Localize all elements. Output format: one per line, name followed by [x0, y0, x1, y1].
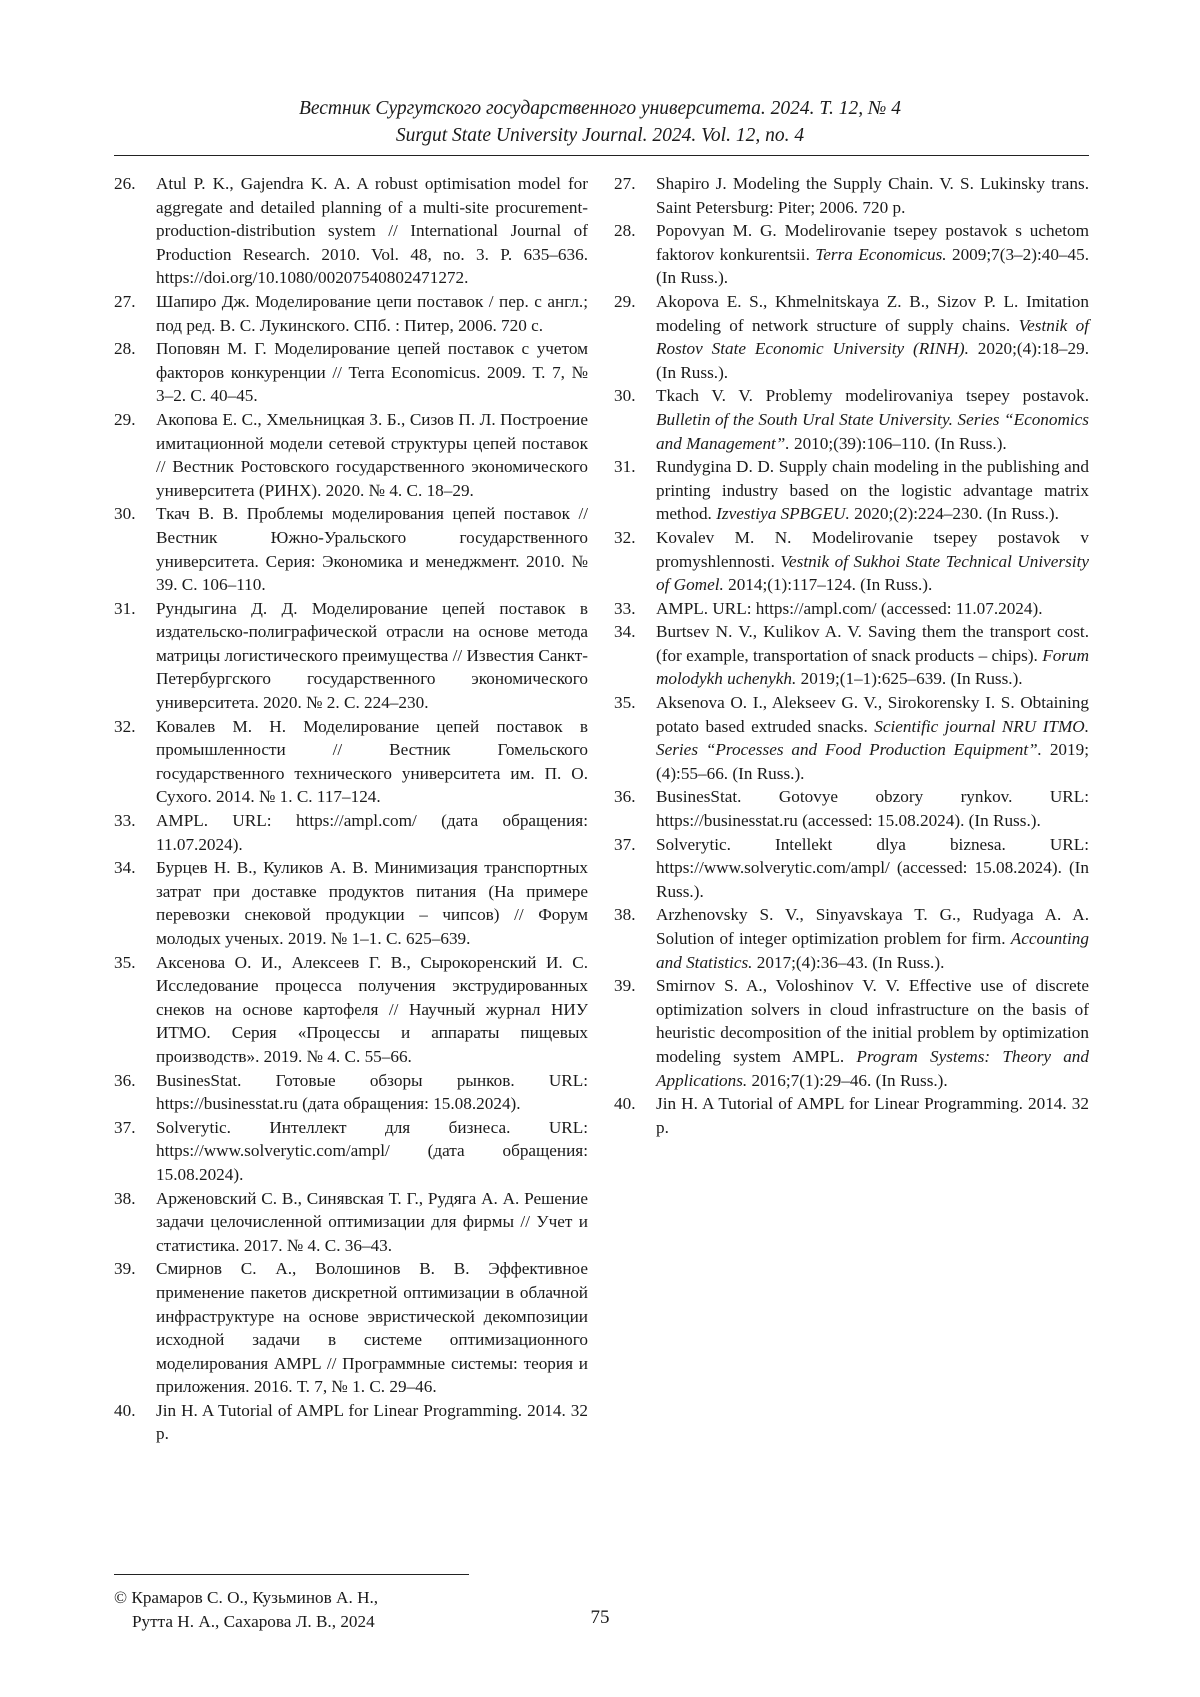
reference-item: [614, 384, 1089, 455]
reference-text: Ковалев М. Н. Моделирование цепей поставок в промышленности // Вестник Гомельского государственного технического университета им. П. О. Сухого. 2014. № 1. С. 117–124.: [156, 716, 588, 807]
reference-text: Jin H. A Tutorial of AMPL for Linear Programming. 2014. 32 p.: [656, 1094, 1089, 1137]
reference-number: 27.: [614, 174, 636, 193]
reference-number: 39.: [114, 1259, 136, 1279]
footer-divider: [114, 1574, 469, 1575]
reference-number: 30.: [614, 386, 636, 406]
reference-text: Поповян М. Г. Моделирование цепей поставок с учетом факторов конкуренции // Terra Economicus. 2009. Т. 7, № 3–2. С. 40–45.: [156, 339, 588, 406]
reference-text: Arzhenovsky S. V., Sinyavskaya T. G., Rudyaga A. A. Solution of integer optimization problem for firm. Accounting and Statistics. 2017;(4):36–43. (In Russ.).: [656, 905, 1089, 972]
reference-number: 40.: [614, 1094, 636, 1114]
reference-number: 36.: [114, 1070, 136, 1090]
page-number: 75: [590, 1607, 610, 1628]
reference-number: 34.: [614, 622, 636, 642]
running-header-ru: Вестник Сургутского государственного университета. 2024. Т. 12, № 4: [298, 98, 902, 119]
reference-item: [114, 172, 588, 290]
reference-number: 36.: [614, 787, 636, 807]
reference-item: [114, 1399, 588, 1446]
reference-text: Акопова Е. С., Хмельницкая З. Б., Сизов П. Л. Построение имитационной модели сетевой структуры цепей поставок // Вестник Ростовского государственного экономического университета (РИНХ). 2020. № 4. С. 18–29.: [156, 409, 588, 500]
reference-item: [114, 290, 588, 337]
reference-text: AMPL. URL: https://ampl.com/ (дата обращения: 11.07.2024).: [156, 811, 588, 854]
reference-item: [614, 620, 1089, 691]
reference-text: Smirnov S. A., Voloshinov V. V. Effective use of discrete optimization solvers in cloud infrastructure on the basis of heuristic decomposition of the initial problem by optimization modeling system AMPL. Program Systems: Theory and Applications. 2016;7(1):29–46. (In Russ.).: [656, 976, 1089, 1090]
reference-item: [114, 337, 588, 408]
reference-number: 38.: [614, 905, 636, 925]
reference-item: [614, 597, 1089, 621]
reference-item: [614, 785, 1089, 832]
reference-text: Шапиро Дж. Моделирование цепи поставок / пер. с англ.; под ред. В. С. Лукинского. СПб. : Питер, 2006. 720 с.: [156, 291, 588, 335]
reference-number: 33.: [614, 598, 636, 618]
reference-item: [114, 1069, 588, 1116]
reference-item: [114, 502, 588, 596]
reference-text: Aksenova O. I., Alekseev G. V., Sirokorensky I. S. Obtaining potato based extruded snacks. Scientific journal NRU ITMO. Series “Processes and Food Production Equipment”. 2019;(4):55–66. (In Russ.).: [656, 693, 1089, 783]
reference-number: 29.: [614, 291, 636, 311]
reference-text: Смирнов С. А., Волошинов В. В. Эффективное применение пакетов дискретной оптимизации в облачной инфраструктуре на основе эвристической декомпозиции исходной задачи в системе оптимизационного моделирования AMPL // Программные системы: теория и приложения. 2016. Т. 7, № 1. С. 29–46.: [156, 1259, 588, 1397]
reference-number: 33.: [114, 811, 136, 831]
reference-text: Burtsev N. V., Kulikov A. V. Saving them the transport cost. (for example, transportation of snack products – chips). Forum molodykh uchenykh. 2019;(1–1):625–639. (In Russ.).: [656, 622, 1089, 689]
copyright-line-1: © Крамаров С. О., Кузьминов А. Н.,: [114, 1588, 379, 1607]
reference-number: 30.: [114, 504, 136, 524]
reference-number: 28.: [114, 339, 136, 359]
header-divider: [114, 155, 1089, 156]
reference-item: [114, 856, 588, 950]
reference-item: [114, 1257, 588, 1399]
reference-item: [614, 903, 1089, 974]
reference-text: Akopova E. S., Khmelnitskaya Z. B., Sizov P. L. Imitation modeling of network structure of supply chains. Vestnik of Rostov State Economic University (RINH). 2020;(4):18–29. (In Russ.).: [656, 291, 1089, 382]
reference-number: 29.: [114, 409, 136, 429]
reference-item: [614, 455, 1089, 526]
reference-text: Рундыгина Д. Д. Моделирование цепей поставок в издательско-полиграфической отрасли на основе метода матрицы логистического преимущества // Известия Санкт-Петербургского государственного экономического университета. 2020. № 2. С. 224–230.: [156, 598, 588, 713]
reference-number: 37.: [114, 1117, 136, 1137]
reference-text: Atul P. K., Gajendra K. A. A robust optimisation model for aggregate and detailed planning of a multi-site procurement-production-distribution system // International Journal of Production Research. 2010. Vol. 48, no. 3. P. 635–636. https://doi.org/10.1080/00207540802471272.: [156, 174, 588, 288]
reference-text: AMPL. URL: https://ampl.com/ (accessed: 11.07.2024).: [656, 598, 1043, 618]
reference-item: [614, 526, 1089, 597]
reference-number: 34.: [114, 858, 136, 878]
reference-text: Jin H. A Tutorial of AMPL for Linear Programming. 2014. 32 p.: [156, 1400, 588, 1444]
reference-number: 28.: [614, 221, 636, 241]
copyright-line-2: Рутта Н. А., Сахарова Л. В., 2024: [132, 1612, 375, 1631]
reference-text: Solverytic. Intellekt dlya biznesa. URL: https://www.solverytic.com/ampl/ (accessed: 15.08.2024). (In Russ.).: [656, 834, 1089, 901]
reference-text: Shapiro J. Modeling the Supply Chain. V. S. Lukinsky trans. Saint Petersburg: Piter; 2006. 720 p.: [656, 174, 1089, 217]
reference-text: Арженовский С. В., Синявская Т. Г., Рудяга А. А. Решение задачи целочисленной оптимизации для фирмы // Учет и статистика. 2017. № 4. С. 36–43.: [156, 1188, 588, 1255]
reference-text: Solverytic. Интеллект для бизнеса. URL: https://www.solverytic.com/ampl/ (дата обращения: 15.08.2024).: [156, 1117, 588, 1184]
reference-item: [614, 833, 1089, 904]
reference-text: Kovalev M. N. Modelirovanie tsepey postavok v promyshlennosti. Vestnik of Sukhoi State Technical University of Gomel. 2014;(1):117–124. (In Russ.).: [656, 527, 1089, 595]
reference-number: 26.: [114, 174, 136, 193]
reference-item: [114, 1187, 588, 1258]
references-russian-column: [114, 172, 588, 1446]
reference-text: BusinesStat. Готовые обзоры рынков. URL: https://businesstat.ru (дата обращения: 15.08.2024).: [156, 1070, 588, 1114]
reference-number: 27.: [114, 291, 136, 311]
reference-item: [114, 408, 588, 502]
copyright-notice: [114, 1586, 534, 1634]
reference-item: [114, 1116, 588, 1187]
reference-text: Аксенова О. И., Алексеев Г. В., Сырокоренский И. С. Исследование процесса получения экструдированных снеков на основе картофеля // Научный журнал НИУ ИТМО. Серия «Процессы и аппараты пищевых производств». 2019. № 4. С. 55–66.: [156, 952, 588, 1066]
reference-number: 35.: [614, 693, 636, 713]
reference-item: [614, 691, 1089, 785]
running-header: [0, 95, 1200, 149]
reference-item: [114, 951, 588, 1069]
reference-item: [114, 597, 588, 715]
reference-number: 32.: [114, 716, 136, 736]
reference-number: 32.: [614, 527, 636, 547]
reference-number: 37.: [614, 834, 636, 854]
reference-item: [114, 715, 588, 809]
reference-item: [114, 809, 588, 856]
reference-item: [614, 974, 1089, 1092]
running-header-en: Surgut State University Journal. 2024. Vol. 12, no. 4: [395, 125, 805, 146]
reference-text: Rundygina D. D. Supply chain modeling in the publishing and printing industry based on the logistic advantage matrix method. Izvestiya SPBGEU. 2020;(2):224–230. (In Russ.).: [656, 457, 1089, 524]
reference-text: BusinesStat. Gotovye obzory rynkov. URL: https://businesstat.ru (accessed: 15.08.2024). (In Russ.).: [656, 787, 1089, 831]
reference-item: [614, 172, 1089, 219]
reference-item: [614, 290, 1089, 384]
reference-text: Popovyan M. G. Modelirovanie tsepey postavok s uchetom faktorov konkurentsii. Terra Economicus. 2009;7(3–2):40–45. (In Russ.).: [656, 221, 1090, 288]
reference-item: [614, 219, 1089, 290]
reference-number: 31.: [614, 457, 636, 477]
references-english-column: [614, 172, 1089, 1139]
reference-item: [614, 1092, 1089, 1139]
reference-text: Ткач В. В. Проблемы моделирования цепей поставок // Вестник Южно-Уральского государственного университета. Серия: Экономика и менеджмент. 2010. № 39. С. 106–110.: [156, 504, 588, 595]
reference-number: 40.: [114, 1400, 136, 1420]
reference-number: 35.: [114, 952, 136, 972]
reference-number: 31.: [114, 598, 136, 618]
reference-text: Tkach V. V. Problemy modelirovaniya tsepey postavok. Bulletin of the South Ural State University. Series “Economics and Management”. 2010;(39):106–110. (In Russ.).: [656, 386, 1089, 453]
reference-number: 39.: [614, 976, 636, 996]
reference-number: 38.: [114, 1188, 136, 1208]
reference-text: Бурцев Н. В., Куликов А. В. Минимизация транспортных затрат при доставке продуктов питания (На примере перевозки снековой продукции – чипсов) // Форум молодых ученых. 2019. № 1–1. С. 625–639.: [156, 858, 588, 948]
